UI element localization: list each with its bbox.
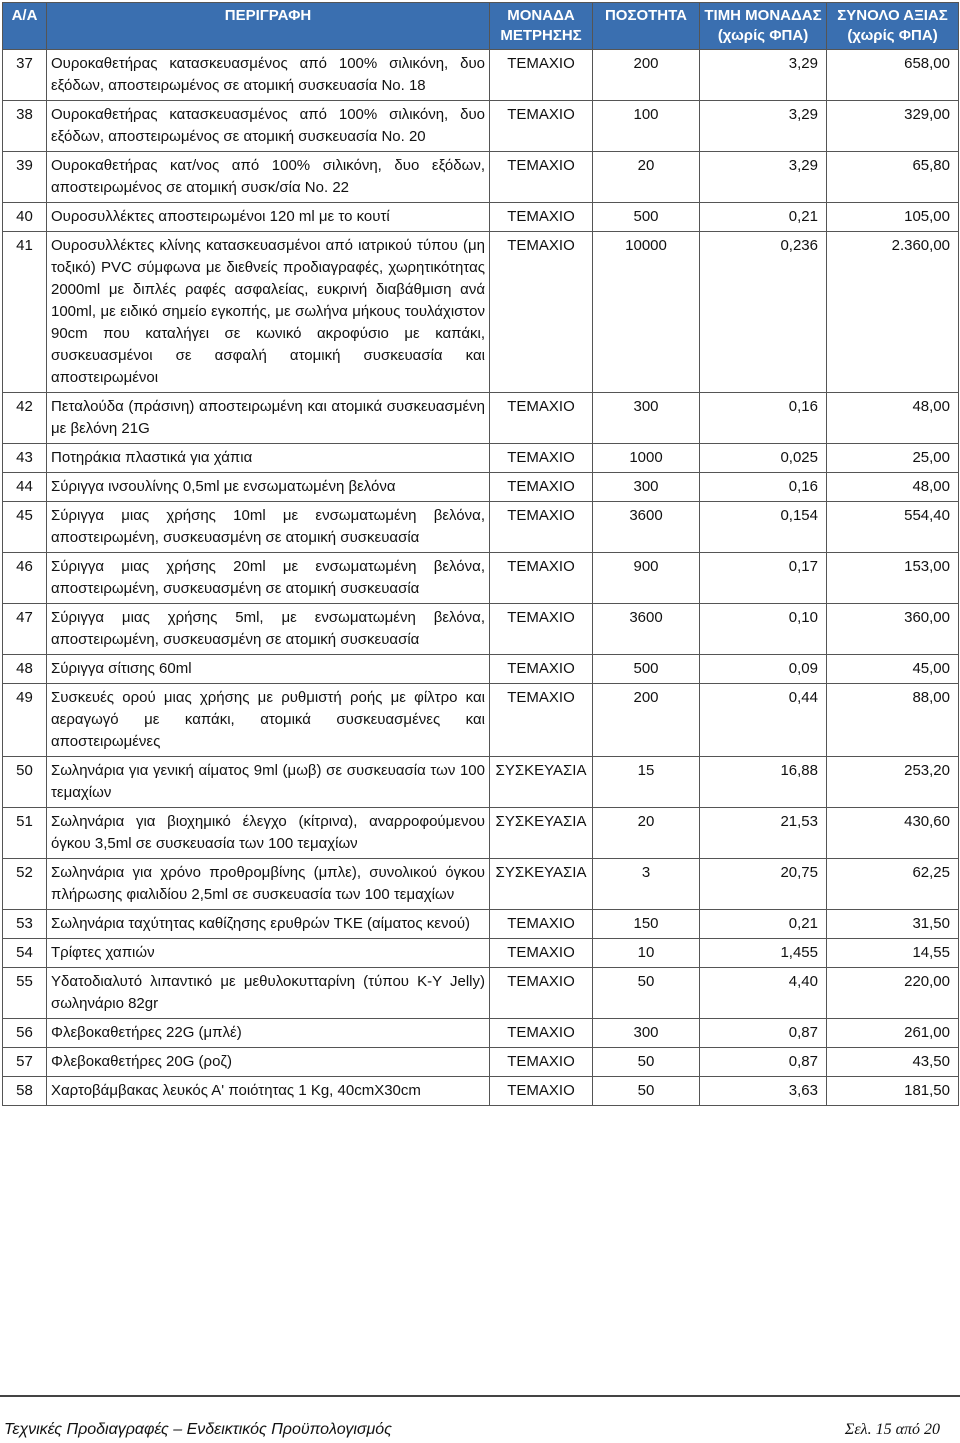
row-unit: ΤΕΜΑΧΙΟ [490,1048,593,1077]
row-unit-price: 1,455 [700,939,827,968]
row-description: Σύριγγα ινσουλίνης 0,5ml με ενσωματωμένη βελόνα [47,473,490,502]
row-unit-price: 4,40 [700,968,827,1019]
row-description: Υδατοδιαλυτό λιπαντικό με μεθυλοκυτταρίνη (τύπου K-Y Jelly) σωληνάριο 82gr [47,968,490,1019]
row-total: 105,00 [827,203,959,232]
row-unit-price: 0,87 [700,1019,827,1048]
table-row [3,101,959,152]
row-unit: ΤΕΜΑΧΙΟ [490,684,593,757]
row-quantity: 500 [593,655,700,684]
row-number: 48 [3,655,47,684]
table-row [3,232,959,393]
row-unit: ΤΕΜΑΧΙΟ [490,1019,593,1048]
row-unit-price: 0,16 [700,393,827,444]
row-unit-price: 0,16 [700,473,827,502]
page-total: 20 [924,1421,940,1438]
row-unit-price: 3,63 [700,1077,827,1106]
row-quantity: 1000 [593,444,700,473]
row-number: 51 [3,808,47,859]
row-quantity: 20 [593,808,700,859]
row-unit-price: 0,025 [700,444,827,473]
row-total: 45,00 [827,655,959,684]
row-total: 14,55 [827,939,959,968]
row-quantity: 900 [593,553,700,604]
row-quantity: 15 [593,757,700,808]
row-number: 42 [3,393,47,444]
table-row [3,808,959,859]
row-unit: ΤΕΜΑΧΙΟ [490,152,593,203]
row-quantity: 50 [593,1077,700,1106]
row-unit-price: 0,17 [700,553,827,604]
row-unit: ΤΕΜΑΧΙΟ [490,393,593,444]
row-number: 41 [3,232,47,393]
row-description: Ουροκαθετήρας κατασκευασμένος από 100% σιλικόνη, δυο εξόδων, αποστειρωμένος σε ατομική συσκευασία No. 18 [47,50,490,101]
row-unit: ΣΥΣΚΕΥΑΣΙΑ [490,808,593,859]
col-header-unit-price: ΤΙΜΗ ΜΟΝΑΔΑΣ (χωρίς ΦΠΑ) [700,3,827,50]
row-unit-price: 21,53 [700,808,827,859]
row-quantity: 3 [593,859,700,910]
row-number: 49 [3,684,47,757]
row-number: 46 [3,553,47,604]
row-number: 38 [3,101,47,152]
table-row [3,910,959,939]
page-prefix: Σελ. [844,1421,872,1438]
row-unit: ΤΕΜΑΧΙΟ [490,101,593,152]
row-unit: ΣΥΣΚΕΥΑΣΙΑ [490,859,593,910]
row-description: Ουροσυλλέκτες κλίνης κατασκευασμένοι από ιατρικού τύπου (μη τοξικό) PVC σύμφωνα με διεθνείς προδιαγραφές, χωρητικότητας 2000ml με διπλές ραφές ασφαλείας, ευκρινή διαβάθμιση ανά 100ml, με ειδικό σημείο εγκοπής, με σωλήνα μήκους τουλάχιστον 90cm που καταλήγει σε κωνικό ακροφύσιο με καπάκι, συσκευασμένοι σε ασφαλή ατομική συσκευασία και αποστειρωμένοι [47,232,490,393]
row-unit: ΤΕΜΑΧΙΟ [490,553,593,604]
table-row [3,939,959,968]
row-quantity: 3600 [593,502,700,553]
row-quantity: 50 [593,1048,700,1077]
row-description: Σύριγγα μιας χρήσης 10ml με ενσωματωμένη βελόνα, αποστειρωμένη, συσκευασμένη σε ατομική συσκευασία [47,502,490,553]
row-total: 261,00 [827,1019,959,1048]
row-total: 181,50 [827,1077,959,1106]
table-row [3,473,959,502]
table-row [3,968,959,1019]
page-of: από [895,1421,920,1438]
row-description: Φλεβοκαθετήρες 22G (μπλέ) [47,1019,490,1048]
row-total: 88,00 [827,684,959,757]
row-description: Ουροσυλλέκτες αποστειρωμένοι 120 ml με το κουτί [47,203,490,232]
row-unit-price: 0,09 [700,655,827,684]
row-total: 48,00 [827,473,959,502]
row-unit: ΤΕΜΑΧΙΟ [490,910,593,939]
row-total: 43,50 [827,1048,959,1077]
row-quantity: 200 [593,50,700,101]
row-unit: ΤΕΜΑΧΙΟ [490,1077,593,1106]
table-row [3,1077,959,1106]
table-row [3,444,959,473]
col-header-quantity: ΠΟΣΟΤΗΤΑ [593,3,700,50]
row-total: 430,60 [827,808,959,859]
col-header-description: ΠΕΡΙΓΡΑΦΗ [47,3,490,50]
row-total: 253,20 [827,757,959,808]
row-description: Σύριγγα μιας χρήσης 20ml με ενσωματωμένη βελόνα, αποστειρωμένη, συσκευασμένη σε ατομική συσκευασία [47,553,490,604]
table-row [3,50,959,101]
row-number: 52 [3,859,47,910]
row-description: Σωληνάρια για χρόνο προθρομβίνης (μπλε), συνολικού όγκου πλήρωσης φιαλιδίου 2,5ml σε συσκευασία των 100 τεμαχίων [47,859,490,910]
row-number: 56 [3,1019,47,1048]
row-total: 153,00 [827,553,959,604]
row-unit: ΤΕΜΑΧΙΟ [490,203,593,232]
row-total: 360,00 [827,604,959,655]
row-number: 53 [3,910,47,939]
row-description: Σύριγγα σίτισης 60ml [47,655,490,684]
row-unit-price: 0,236 [700,232,827,393]
row-quantity: 10 [593,939,700,968]
row-number: 39 [3,152,47,203]
row-number: 55 [3,968,47,1019]
table-header-row [3,3,959,50]
row-number: 57 [3,1048,47,1077]
row-unit-price: 20,75 [700,859,827,910]
row-quantity: 300 [593,1019,700,1048]
row-unit-price: 0,154 [700,502,827,553]
row-number: 44 [3,473,47,502]
table-row [3,684,959,757]
table-row [3,1048,959,1077]
table-row [3,203,959,232]
row-unit: ΤΕΜΑΧΙΟ [490,232,593,393]
row-unit: ΤΕΜΑΧΙΟ [490,939,593,968]
row-unit: ΤΕΜΑΧΙΟ [490,444,593,473]
row-description: Πεταλούδα (πράσινη) αποστειρωμένη και ατομικά συσκευασμένη με βελόνη 21G [47,393,490,444]
row-unit: ΤΕΜΑΧΙΟ [490,968,593,1019]
row-unit: ΤΕΜΑΧΙΟ [490,655,593,684]
table-row [3,393,959,444]
col-header-unit: ΜΟΝΑΔΑ ΜΕΤΡΗΣΗΣ [490,3,593,50]
row-quantity: 3600 [593,604,700,655]
col-header-total: ΣΥΝΟΛΟ ΑΞΙΑΣ (χωρίς ΦΠΑ) [827,3,959,50]
row-unit-price: 0,44 [700,684,827,757]
row-quantity: 50 [593,968,700,1019]
row-unit: ΤΕΜΑΧΙΟ [490,50,593,101]
row-unit-price: 0,10 [700,604,827,655]
row-number: 43 [3,444,47,473]
table-row [3,655,959,684]
row-quantity: 500 [593,203,700,232]
row-unit-price: 3,29 [700,101,827,152]
row-unit-price: 3,29 [700,152,827,203]
table-body [3,50,959,1106]
row-quantity: 100 [593,101,700,152]
row-description: Συσκευές ορού μιας χρήσης με ρυθμιστή ροής με φίλτρο και αεραγωγό με καπάκι, ατομικά συσκευασμένες και αποστειρωμένες [47,684,490,757]
row-total: 2.360,00 [827,232,959,393]
row-total: 31,50 [827,910,959,939]
row-total: 554,40 [827,502,959,553]
row-total: 62,25 [827,859,959,910]
row-description: Σωληνάρια για βιοχημικό έλεγχο (κίτρινα), αναρροφούμενου όγκου 3,5ml σε συσκευασία των 100 τεμαχίων [47,808,490,859]
items-table [2,2,959,1106]
row-quantity: 200 [593,684,700,757]
row-number: 40 [3,203,47,232]
footer-document-title: Τεχνικές Προδιαγραφές – Ενδεικτικός Προϋπολογισμός [4,1421,392,1438]
row-description: Σωληνάρια για γενική αίματος 9ml (μωβ) σε συσκευασία των 100 τεμαχίων [47,757,490,808]
row-description: Ποτηράκια πλαστικά για χάπια [47,444,490,473]
row-description: Φλεβοκαθετήρες 20G (ροζ) [47,1048,490,1077]
row-unit: ΤΕΜΑΧΙΟ [490,502,593,553]
page-number: 15 [875,1421,892,1438]
footer-divider [0,1395,960,1397]
row-total: 48,00 [827,393,959,444]
row-number: 58 [3,1077,47,1106]
row-quantity: 300 [593,393,700,444]
footer-page-indicator [845,1421,940,1439]
row-number: 45 [3,502,47,553]
row-quantity: 300 [593,473,700,502]
table-row [3,152,959,203]
row-unit: ΤΕΜΑΧΙΟ [490,473,593,502]
row-description: Χαρτοβάμβακας λευκός Α' ποιότητας 1 Kg, 40cmX30cm [47,1077,490,1106]
row-unit: ΤΕΜΑΧΙΟ [490,604,593,655]
row-number: 50 [3,757,47,808]
col-header-aa: Α/Α [3,3,47,50]
row-total: 329,00 [827,101,959,152]
row-description: Ουροκαθετήρας κατ/νος από 100% σιλικόνη, δυο εξόδων, αποστειρωμένος σε ατομική συσκ/σία No. 22 [47,152,490,203]
row-total: 65,80 [827,152,959,203]
table-row [3,859,959,910]
row-number: 54 [3,939,47,968]
row-quantity: 150 [593,910,700,939]
row-description: Τρίφτες χαπιών [47,939,490,968]
row-unit-price: 3,29 [700,50,827,101]
row-unit-price: 16,88 [700,757,827,808]
table-row [3,502,959,553]
table-row [3,604,959,655]
row-description: Σύριγγα μιας χρήσης 5ml, με ενσωματωμένη βελόνα, αποστειρωμένη, συσκευασμένη σε ατομική συσκευασία [47,604,490,655]
row-total: 658,00 [827,50,959,101]
table-row [3,1019,959,1048]
table-row [3,553,959,604]
row-description: Σωληνάρια ταχύτητας καθίζησης ερυθρών ΤΚΕ (αίματος κενού) [47,910,490,939]
row-unit-price: 0,21 [700,203,827,232]
row-total: 25,00 [827,444,959,473]
row-number: 47 [3,604,47,655]
row-description: Ουροκαθετήρας κατασκευασμένος από 100% σιλικόνη, δυο εξόδων, αποστειρωμένος σε ατομική συσκευασία No. 20 [47,101,490,152]
row-unit: ΣΥΣΚΕΥΑΣΙΑ [490,757,593,808]
table-row [3,757,959,808]
row-unit-price: 0,21 [700,910,827,939]
row-unit-price: 0,87 [700,1048,827,1077]
row-quantity: 10000 [593,232,700,393]
row-quantity: 20 [593,152,700,203]
row-total: 220,00 [827,968,959,1019]
row-number: 37 [3,50,47,101]
